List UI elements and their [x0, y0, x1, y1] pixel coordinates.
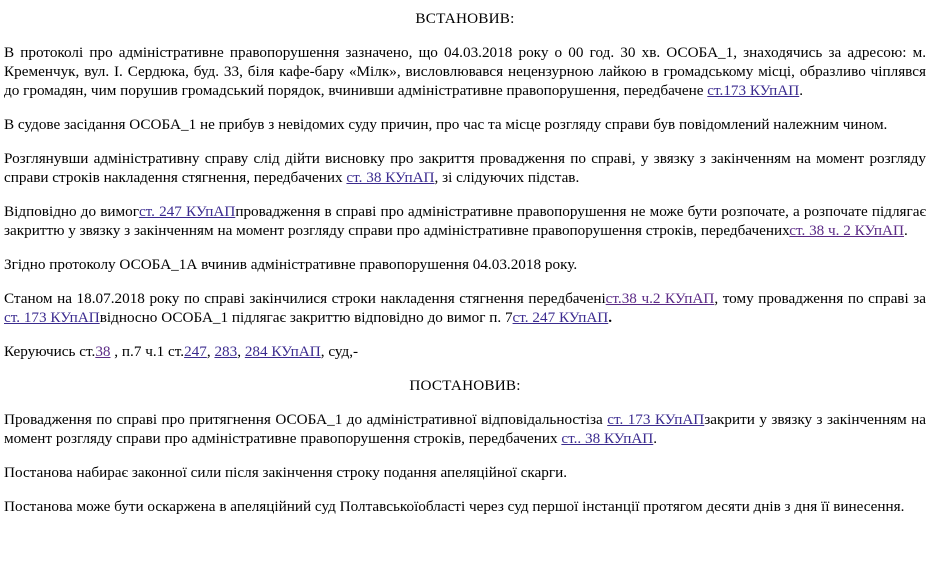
- paragraph-text: ,: [206, 343, 215, 360]
- paragraph-text: Відповідно до вимог: [4, 203, 139, 220]
- paragraph-tail: .: [608, 309, 613, 326]
- heading-resolved: ПОСТАНОВИВ:: [409, 377, 521, 394]
- paragraph-requirements: [4, 202, 926, 240]
- paragraph-closure: [4, 410, 926, 448]
- paragraph-text: ,: [237, 343, 245, 360]
- law-link-art-38[interactable]: ст.. 38 КУпАП: [561, 430, 654, 447]
- paragraph-absence: В судове засідання ОСОБА_1 не прибув з невідомих суду причин, про час та місце розгляду справи був повідомлений належним чином.: [4, 116, 888, 133]
- paragraph-text: закрити у звязку з закінченням на момент розгляду справи про адміністративне правопорушення строків, передбачених: [4, 411, 926, 447]
- paragraph-tail: .: [799, 82, 804, 99]
- law-link-art-38-part-2[interactable]: ст. 38 ч. 2 КУпАП: [789, 222, 904, 239]
- paragraph-text: Розглянувши адміністративну справу слід дійти висновку про закриття провадження по справі, у звязку з закінченням на момент розгляду справи строків накладення стягнення, передбачених: [4, 150, 926, 186]
- paragraph-tail: .: [903, 222, 908, 239]
- law-link-284[interactable]: 284 КУпАП: [244, 343, 321, 360]
- law-link-art-173[interactable]: ст. 173 КУпАП: [4, 309, 100, 326]
- paragraph-consideration: [4, 149, 926, 187]
- law-link-art-38[interactable]: ст. 38 КУпАП: [346, 169, 435, 186]
- law-link-art-173[interactable]: ст. 173 КУпАП: [607, 411, 705, 428]
- heading-established: ВСТАНОВИВ:: [415, 10, 515, 27]
- law-link-283[interactable]: 283: [214, 343, 238, 360]
- paragraph-tail: , суд,-: [320, 343, 359, 360]
- paragraph-text: відносно ОСОБА_1 підлягає закриттю відповідно до вимог п. 7: [99, 309, 513, 326]
- paragraph-guided-by: [4, 342, 926, 361]
- paragraph-text: , п.7 ч.1 ст.: [110, 343, 185, 360]
- paragraph-entry-into-force: Постанова набирає законної сили після закінчення строку подання апеляційної скарги.: [4, 464, 568, 481]
- paragraph-appeal: Постанова може бути оскаржена в апеляційний суд Полтавськоїобласті через суд першої інстанції протягом десяти днів з дня її винесення.: [4, 498, 905, 515]
- paragraph-deadline: [4, 289, 926, 327]
- law-link-art-38-part-2[interactable]: ст.38 ч.2 КУпАП: [605, 290, 715, 307]
- paragraph-protocol-date: Згідно протоколу ОСОБА_1А вчинив адміністративне правопорушення 04.03.2018 року.: [4, 256, 578, 273]
- law-link-247[interactable]: 247: [184, 343, 207, 360]
- paragraph-text: Керуючись ст.: [4, 343, 96, 360]
- paragraph-text: провадження в справі про адміністративне правопорушення не може бути розпочате, а розпочате підлягає закриттю у звязку з закінченням на момент розгляду справи про адміністративне правопорушення строків, передбачених: [4, 203, 926, 239]
- paragraph-text: , тому провадження по справі за: [714, 290, 927, 307]
- paragraph-tail: .: [653, 430, 658, 447]
- paragraph-text: В протоколі про адміністративне правопорушення зазначено, що 04.03.2018 року о 00 год. 30 хв. ОСОБА_1, знаходячись за адресою: м. Кременчук, вул. І. Сердюка, буд. 33, біля кафе-бару «Мілк», висловлювався нецензурною лайкою в громадському місці, образливо чіплявся до громадян, чим порушив громадський порядок, вчинивши адміністративне правопорушення, передбачене: [4, 44, 926, 99]
- law-link-art-247[interactable]: ст. 247 КУпАП: [138, 203, 236, 220]
- paragraph-text: Станом на 18.07.2018 року по справі закінчилися строки накладення стягнення передбачені: [4, 290, 606, 307]
- paragraph-protocol: [4, 43, 926, 100]
- law-link-art-247[interactable]: ст. 247 КУпАП: [512, 309, 609, 326]
- law-link-38[interactable]: 38: [95, 343, 111, 360]
- paragraph-text: Провадження по справі про притягнення ОСОБА_1 до адміністративної відповідальностіза: [4, 411, 608, 428]
- paragraph-tail: , зі слідуючих підстав.: [434, 169, 580, 186]
- law-link-art-173[interactable]: ст.173 КУпАП: [707, 82, 800, 99]
